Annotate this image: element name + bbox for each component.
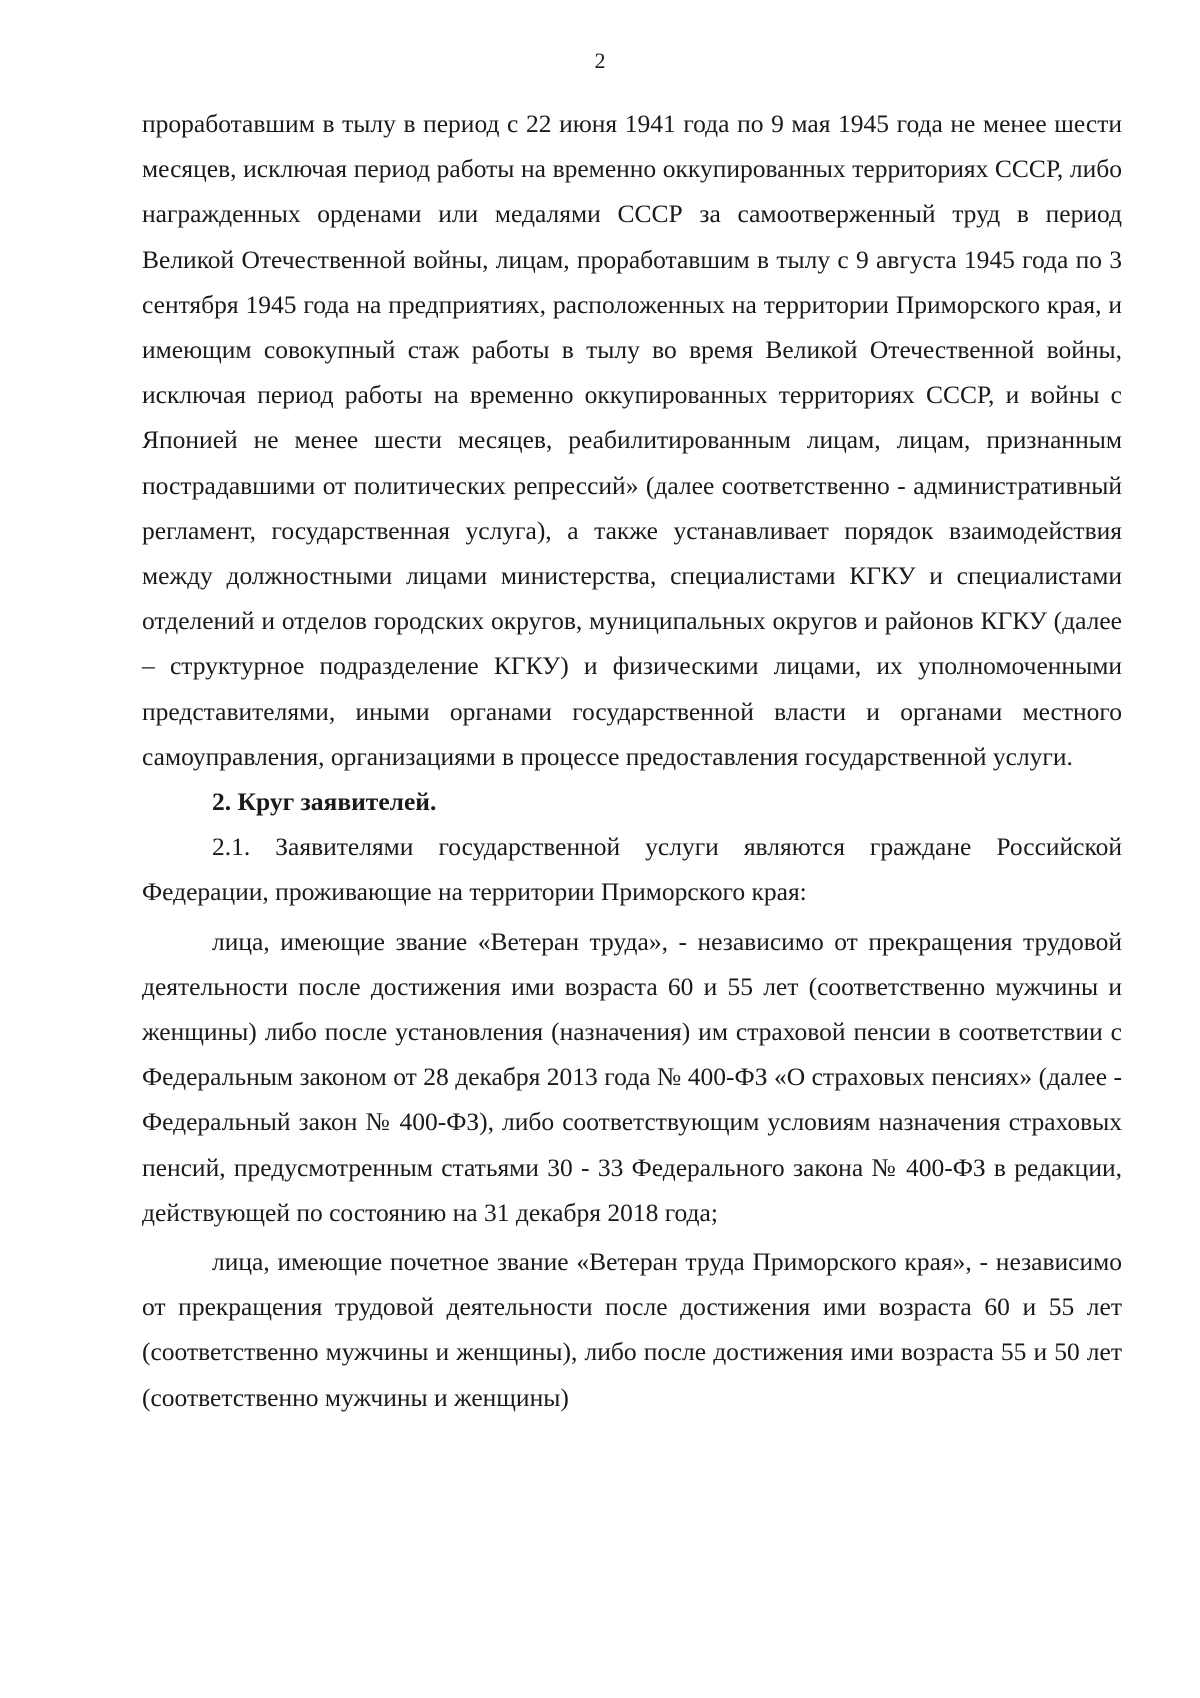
paragraph-labor-veterans: лица, имеющие звание «Ветеран труда», - независимо от прекращения трудовой деятельности после достижения ими возраста 60 и 55 лет (соответственно мужчины и женщины) либо после установления (назначения) им страховой пенсии в соответствии с Федеральным законом от 28 декабря 2013 года № 400-ФЗ «О страховых пенсиях» (далее - Федеральный закон № 400-ФЗ), либо соответствующим условиям назначения страховых пенсий, предусмотренным статьями 30 - 33 Федерального закона № 400-ФЗ в редакции, действующей по состоянию на 31 декабря 2018 года; — [142, 926, 1122, 1227]
section-heading: 2. Круг заявителей. — [212, 787, 437, 817]
page-number: 2 — [594, 48, 606, 73]
paragraph-primorsky-veterans: лица, имеющие почетное звание «Ветеран труда Приморского края», - независимо от прекращения трудовой деятельности после достижения ими возраста 60 и 55 лет (соответственно мужчины и женщины), либо после достижения ими возраста 55 и 50 лет (соответственно мужчины и женщины) — [142, 1247, 1122, 1412]
document-body — [142, 101, 1122, 1420]
paragraph-2-1: 2.1. Заявителями государственной услуги являются граждане Российской Федерации, проживающие на территории Приморского края: — [142, 832, 1122, 907]
paragraph-continuation: проработавшим в тылу в период с 22 июня 1941 года по 9 мая 1945 года не менее шести месяцев, исключая период работы на временно оккупированных территориях СССР, либо награжденных орденами или медалями СССР за самоотверженный труд в период Великой Отечественной войны, лицам, проработавшим в тылу с 9 августа 1945 года по 3 сентября 1945 года на предприятиях, расположенных на территории Приморского края, и имеющим совокупный стаж работы в тылу во время Великой Отечественной войны, исключая период работы на временно оккупированных территориях СССР, и войны с Японией не менее шести месяцев, реабилитированным лицам, лицам, признанным пострадавшими от политических репрессий» (далее соответственно - административный регламент, государственная услуга), а также устанавливает порядок взаимодействия между должностными лицами министерства, специалистами КГКУ и специалистами отделений и отделов городских округов, муниципальных округов и районов КГКУ (далее – структурное подразделение КГКУ) и физическими лицами, их уполномоченными представителями, иными органами государственной власти и органами местного самоуправления, организациями в процессе предоставления государственной услуги. — [142, 109, 1122, 771]
